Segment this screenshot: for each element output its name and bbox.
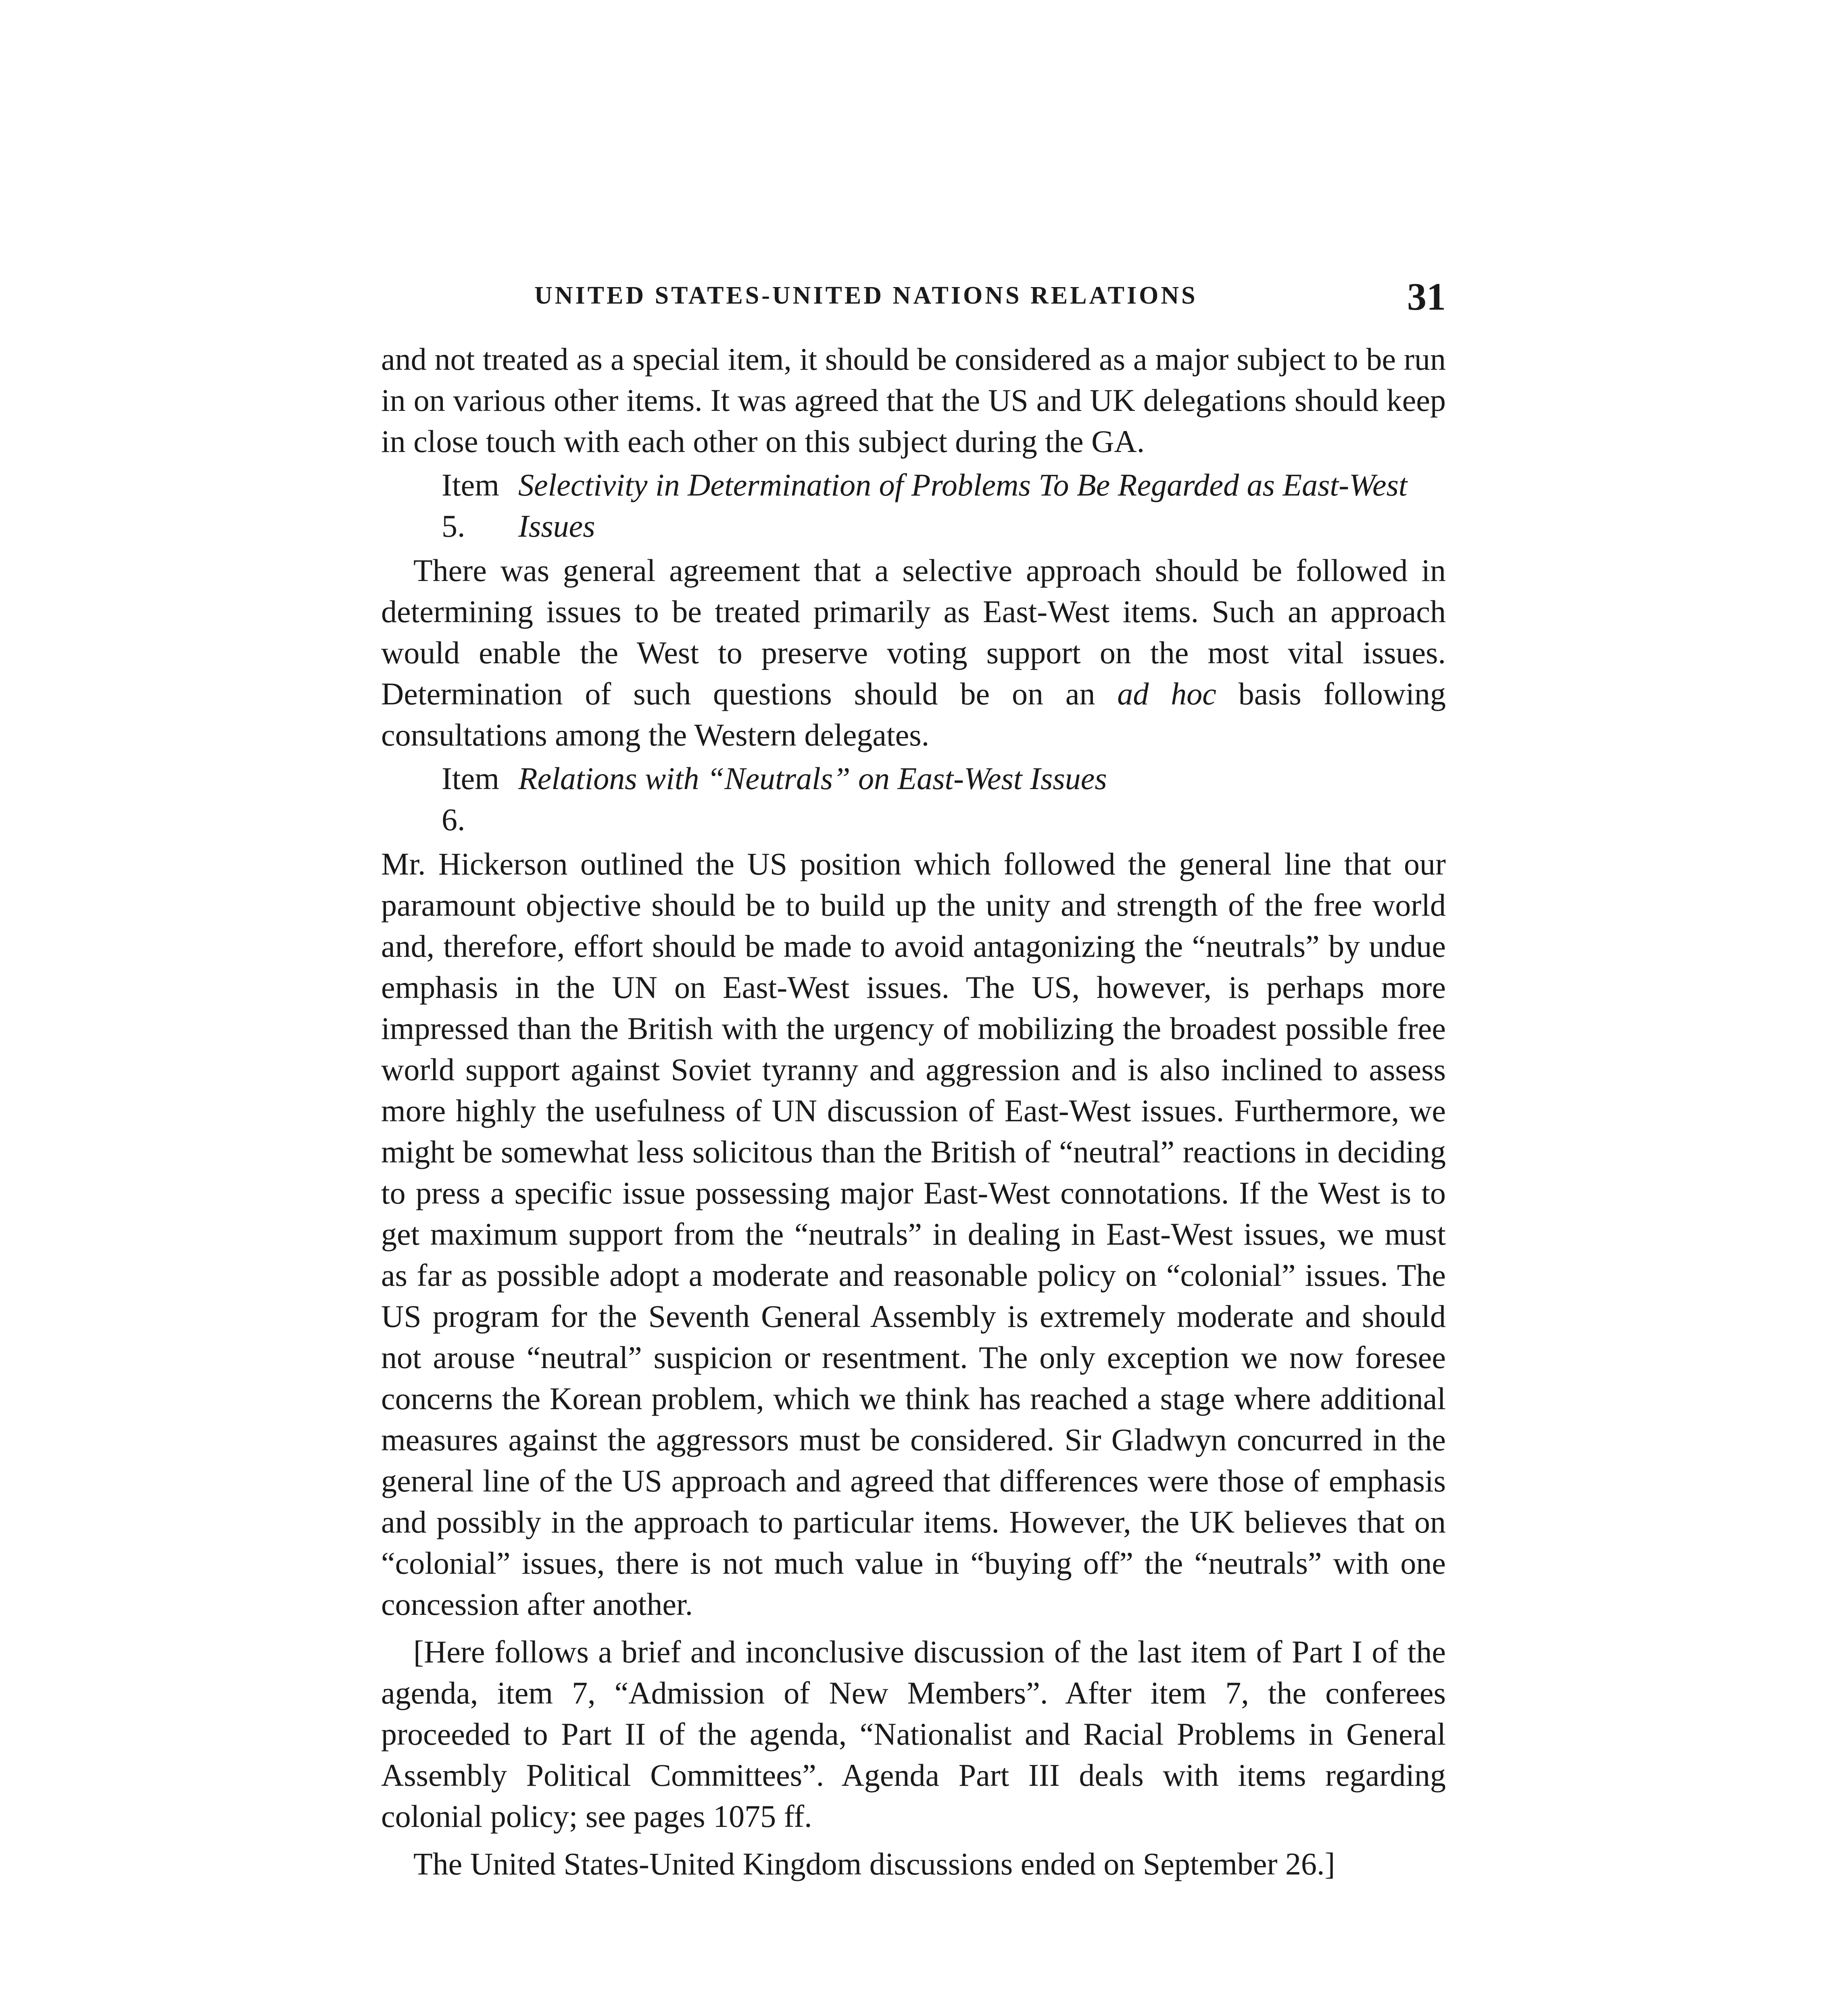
paragraph-continuation: and not treated as a special item, it should be considered as a major subject to be run in on various other items. It was agreed that the US and UK delegations should keep in close touch with each other on this subject during the GA. [381, 342, 1446, 459]
page-number: 31 [1407, 275, 1446, 318]
paragraph-item-6: Mr. Hickerson outlined the US position which followed the general line that our paramount objective should be to build up the unity and strength of the free world and, therefore, effort should be made to avoid antagonizing the “neutrals” by undue emphasis in the UN on East-West issues. The US, however, is perhaps more impressed than the British with the urgency of mobilizing the broadest possible free world support against Soviet tyranny and aggression and is also inclined to assess more highly the usefulness of UN discussion of East-West issues. Furthermore, we might be somewhat less solicitous than the British of “neutral” reactions in deciding to press a specific issue possessing major East-West connotations. If the West is to get maximum support from the “neutrals” in dealing in East-West issues, we must as far as possible adopt a moderate and reasonable policy on “colonial” issues. The US program for the Seventh General Assembly is extremely moderate and should not arouse “neutral” suspicion or resentment. The only exception we now foresee concerns the Korean problem, which we think has reached a stage where additional measures against the aggressors must be considered. Sir Gladwyn concurred in the general line of the US approach and agreed that differences were those of emphasis and possibly in the approach to particular items. However, the UK believes that on “colonial” issues, there is not much value in “buying off” the “neutrals” with one concession after another. [381, 846, 1446, 1622]
paragraph-item-5-part-b: basis following consultations among the Western delegates. [381, 676, 1446, 752]
document-page [381, 274, 1446, 1885]
paragraph-item-5-part-a: There was general agreement that a selective approach should be followed in determining issues to be treated primarily as East-West items. Such an approach would enable the West to preserve voting support on the most vital issues. Determination of such questions should be on an [381, 553, 1446, 711]
spacer [381, 1625, 1446, 1631]
editorial-note: [Here follows a brief and inconclusive discussion of the last item of Part I of the agenda, item 7, “Admission of New Members”. After item 7, the conferees proceeded to Part II of the agenda, “Nationalist and Racial Problems in General Assembly Political Committees”. Agenda Part III deals with items regarding colonial policy; see pages 1075 ff. [381, 1634, 1446, 1834]
item-6-title: Relations with “Neutrals” on East-West Issues [518, 761, 1107, 796]
running-head: UNITED STATES-UNITED NATIONS RELATIONS [534, 282, 1198, 309]
item-5-label: Item 5. [442, 467, 499, 544]
page-header [381, 274, 1446, 323]
item-5-title: Selectivity in Determination of Problems To Be Regarded as East-West Issues [518, 467, 1408, 544]
item-5-heading [381, 464, 1446, 547]
ad-hoc-phrase: ad hoc [1117, 676, 1216, 711]
item-6-label: Item 6. [442, 761, 499, 837]
spacer [381, 1837, 1446, 1843]
closing-note: The United States-United Kingdom discussions ended on September 26.] [413, 1846, 1335, 1881]
item-6-heading [381, 758, 1446, 840]
paragraph-item-5 [381, 550, 1446, 756]
